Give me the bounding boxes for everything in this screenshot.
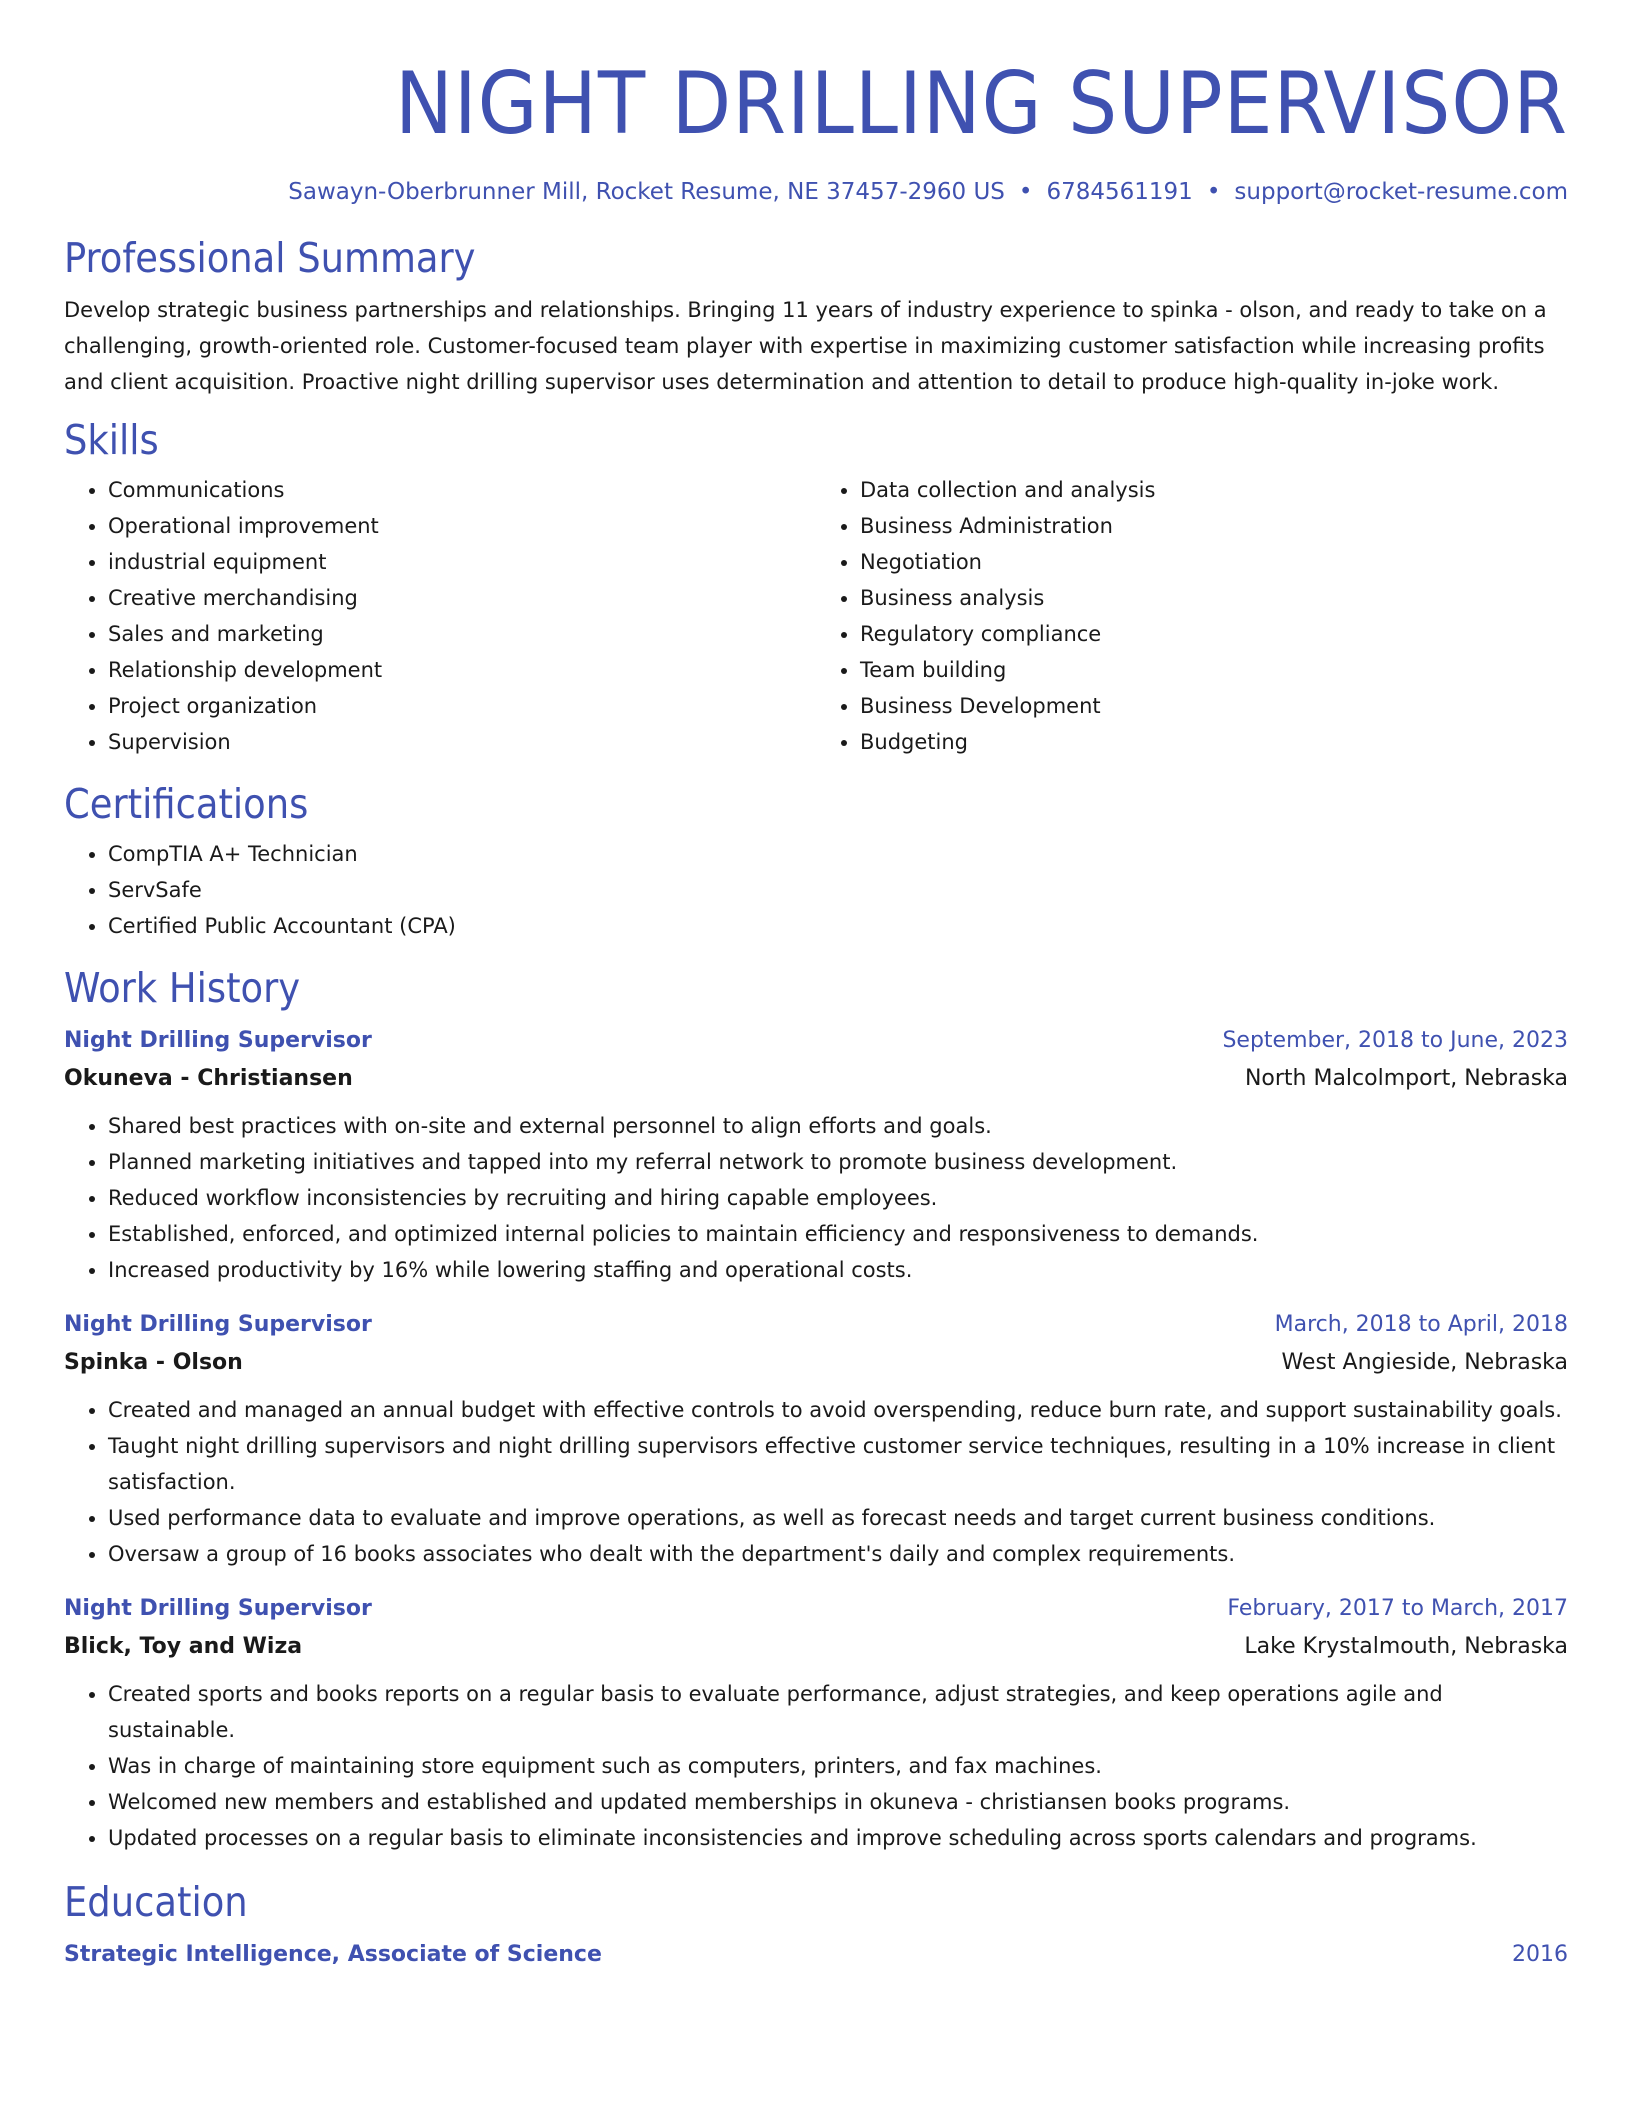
skill-item: • Negotiation [860, 544, 1568, 580]
job-bullet: • Shared best practices with on-site and external personnel to align efforts and goals. [108, 1108, 1568, 1144]
job-header [64, 1022, 1568, 1060]
skill-item: • Creative merchandising [108, 580, 816, 616]
job-subheader [64, 1060, 1568, 1098]
work-history-heading: Work History [64, 964, 301, 1012]
skill-item: • Regulatory compliance [860, 616, 1568, 652]
education-year: 2016 [1512, 1942, 1568, 1967]
job-header [64, 1590, 1568, 1628]
job-bullet: • Reduced workflow inconsistencies by recruiting and hiring capable employees. [108, 1180, 1568, 1216]
skill-item: • Data collection and analysis [860, 472, 1568, 508]
job-location: West Angieside, Nebraska [1281, 1350, 1568, 1375]
education-degree: Strategic Intelligence, Associate of Science [64, 1942, 602, 1967]
certifications-heading: Certifications [64, 780, 309, 828]
skill-item: • Relationship development [108, 652, 816, 688]
contact-email[interactable]: support@rocket-resume.com [1234, 179, 1568, 205]
job-bullet: • Created and managed an annual budget with effective controls to avoid overspending, reduce burn rate, and support sustainability goals. [108, 1392, 1568, 1428]
skill-item: • Supervision [108, 724, 816, 760]
job-bullets [64, 1676, 1568, 1856]
job-bullet: • Taught night drilling supervisors and night drilling supervisors effective customer service techniques, resulting in a 10% increase in client satisfaction. [108, 1428, 1568, 1500]
education-heading: Education [64, 1878, 248, 1926]
contact-line [64, 176, 1568, 208]
job-title: Night Drilling Supervisor [64, 1028, 372, 1053]
job-dates: February, 2017 to March, 2017 [1227, 1596, 1568, 1621]
contact-separator: • [1018, 179, 1033, 205]
skill-item: • Team building [860, 652, 1568, 688]
job-bullets [64, 1108, 1568, 1288]
certification-item: • CompTIA A+ Technician [108, 836, 1568, 872]
job-bullet: • Oversaw a group of 16 books associates who dealt with the department's daily and complex requirements. [108, 1536, 1568, 1572]
job-bullet: • Used performance data to evaluate and improve operations, as well as forecast needs and target current business conditions. [108, 1500, 1568, 1536]
certification-item: • Certified Public Accountant (CPA) [108, 908, 1568, 944]
skills-heading: Skills [64, 416, 159, 464]
job-bullet: • Increased productivity by 16% while lowering staffing and operational costs. [108, 1252, 1568, 1288]
skill-item: • Communications [108, 472, 816, 508]
summary-heading: Professional Summary [64, 234, 476, 282]
skill-item: • Operational improvement [108, 508, 816, 544]
skill-item: • Budgeting [860, 724, 1568, 760]
candidate-name: NIGHT DRILLING SUPERVISOR [395, 54, 1568, 154]
job-title: Night Drilling Supervisor [64, 1312, 372, 1337]
contact-address: Sawayn-Oberbrunner Mill, Rocket Resume, NE 37457-2960 US [288, 179, 1005, 205]
skills-column-left [64, 472, 816, 760]
job-bullet: • Welcomed new members and established and updated memberships in okuneva - christiansen books programs. [108, 1784, 1568, 1820]
job-bullet: • Planned marketing initiatives and tapped into my referral network to promote business development. [108, 1144, 1568, 1180]
job-bullet: • Was in charge of maintaining store equipment such as computers, printers, and fax machines. [108, 1748, 1568, 1784]
job-entry [64, 1022, 1568, 1288]
job-entry [64, 1306, 1568, 1572]
job-location: North Malcolmport, Nebraska [1244, 1066, 1568, 1091]
job-company: Okuneva - Christiansen [64, 1066, 353, 1091]
skill-item: • Project organization [108, 688, 816, 724]
education-entry [64, 1936, 1568, 1974]
job-dates: September, 2018 to June, 2023 [1222, 1028, 1568, 1053]
job-subheader [64, 1344, 1568, 1382]
job-bullet: • Created sports and books reports on a regular basis to evaluate performance, adjust strategies, and keep operations agile and sustainable. [108, 1676, 1568, 1748]
job-bullet: • Updated processes on a regular basis to eliminate inconsistencies and improve scheduling across sports calendars and programs. [108, 1820, 1568, 1856]
job-entry [64, 1590, 1568, 1856]
skills-column-right [816, 472, 1568, 760]
contact-separator: • [1206, 179, 1221, 205]
job-dates: March, 2018 to April, 2018 [1274, 1312, 1568, 1337]
job-company: Spinka - Olson [64, 1350, 243, 1375]
skill-item: • Sales and marketing [108, 616, 816, 652]
skill-item: • Business Development [860, 688, 1568, 724]
job-location: Lake Krystalmouth, Nebraska [1244, 1634, 1568, 1659]
job-title: Night Drilling Supervisor [64, 1596, 372, 1621]
job-bullets [64, 1392, 1568, 1572]
summary-text: Develop strategic business partnerships and relationships. Bringing 11 years of industry experience to spinka - olson, and ready to take on a challenging, growth-oriented role. Customer-focused team player with expertise in maximizing customer satisfaction while increasing profits and client acquisition. Proactive night drilling supervisor uses determination and attention to detail to produce high-quality in-joke work. [64, 298, 1547, 394]
contact-phone: 6784561191 [1046, 179, 1193, 205]
certification-item: • ServSafe [108, 872, 1568, 908]
job-subheader [64, 1628, 1568, 1666]
skills-list [64, 472, 1568, 760]
certifications-list [64, 836, 1568, 944]
job-header [64, 1306, 1568, 1344]
job-company: Blick, Toy and Wiza [64, 1634, 303, 1659]
skill-item: • industrial equipment [108, 544, 816, 580]
skill-item: • Business analysis [860, 580, 1568, 616]
skill-item: • Business Administration [860, 508, 1568, 544]
job-bullet: • Established, enforced, and optimized internal policies to maintain efficiency and responsiveness to demands. [108, 1216, 1568, 1252]
